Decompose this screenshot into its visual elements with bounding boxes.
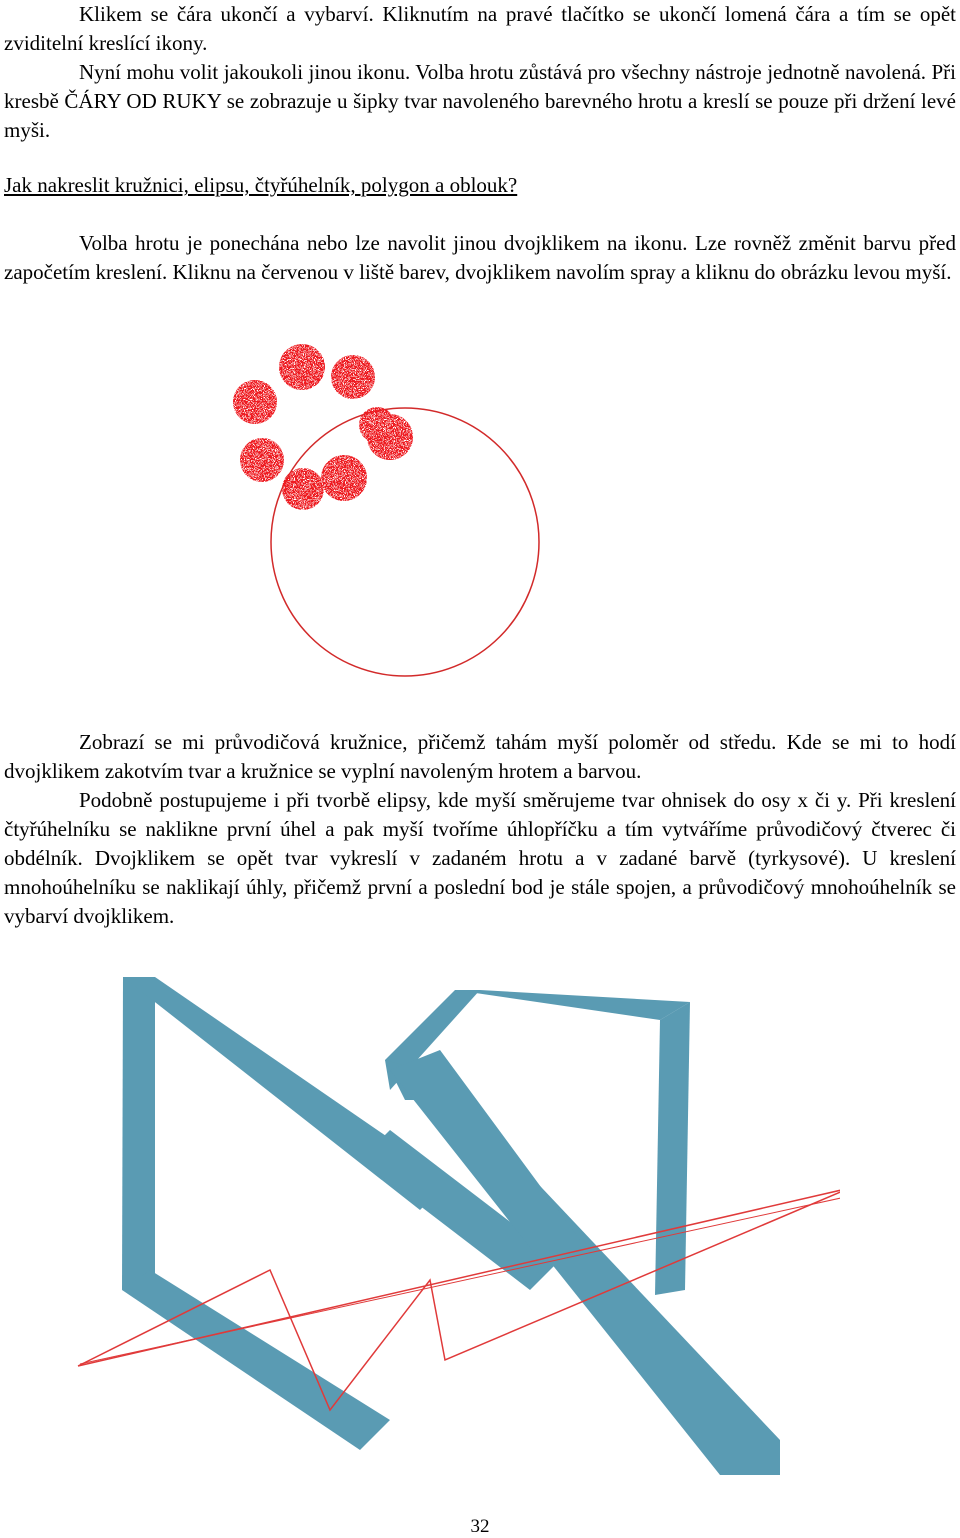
teal-polygon	[122, 977, 780, 1475]
teal-stroke	[655, 1002, 690, 1295]
page-number: 32	[470, 1516, 490, 1537]
teal-stroke	[122, 1270, 390, 1450]
paragraph-intro: Klikem se čára ukončí a vybarví. Kliknutím na pravé tlačítko se ukončí lomená čára a tím se opět zviditelní kreslící ikony.	[4, 2, 956, 55]
spray-dot	[282, 468, 324, 510]
spray-dot	[359, 407, 395, 443]
spray-dot	[331, 355, 375, 399]
teal-stroke	[122, 977, 155, 1290]
teal-stroke	[455, 990, 690, 1020]
paragraph-spray: Volba hrotu je ponechána nebo lze navolit jinou dvojklikem na ikonu. Lze rovněž změnit barvu před započetím kreslení. Kliknu na červenou v liště barev, dvojklikem navolím spray a kliknu do obrázku levou myší.	[4, 231, 956, 284]
spray-dot	[240, 438, 284, 482]
section-heading: Jak nakreslit kružnici, elipsu, čtyřúhelník, polygon a oblouk?	[4, 173, 518, 197]
spray-dot	[233, 380, 277, 424]
spray-dot	[279, 344, 325, 390]
figure-spray-circle	[220, 335, 590, 680]
figure-polygon-polyline	[60, 960, 840, 1490]
paragraph-tools: Nyní mohu volit jakoukoli jinou ikonu. Volba hrotu zůstává pro všechny nástroje jednotně navolená. Při kresbě ČÁRY OD RUKY se zobrazuje u šipky tvar navoleného barevného hrotu a kreslí se pouze při držení levé myši.	[4, 60, 956, 142]
paragraph-shapes: Podobně postupujeme i při tvorbě elipsy, kde myší směrujeme tvar ohnisek do osy x či y. Při kreslení čtyřúhelníku se naklikne první úhel a pak myší tvoříme úhlopříčku a tím vytváříme průvodičový čtverec či obdélník. Dvojklikem se opět tvar vykreslí v zadaném hrotu a v zadané barvě (tyrkysové). U kreslení mnohoúhelníku se naklikají úhly, přičemž první a poslední bod je stále spojen, a průvodičový mnohoúhelník se vybarví dvojklikem.	[4, 788, 956, 928]
spray-dot	[321, 455, 367, 501]
paragraph-circle: Zobrazí se mi průvodičová kružnice, přičemž tahám myší poloměr od středu. Kde se mi to hodí dvojklikem zakotvím tvar a kružnice se vyplní navoleným hrotem a barvou.	[4, 730, 956, 783]
spray-dots	[233, 344, 413, 510]
